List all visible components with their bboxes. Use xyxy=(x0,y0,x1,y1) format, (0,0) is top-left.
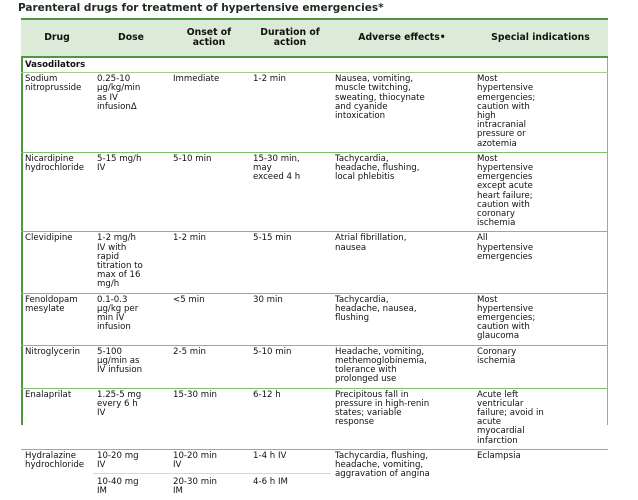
table-row xyxy=(21,152,608,232)
onset-cell: 15-30 min xyxy=(169,388,249,449)
adverse-cell: Atrial fibrillation, nausea xyxy=(331,232,473,293)
header-dose: Dose xyxy=(118,31,144,43)
duration-cell: 30 min xyxy=(249,293,331,345)
drug-cell: Fenoldopam mesylate xyxy=(21,293,93,345)
onset-cell: 10-20 min IV xyxy=(173,450,217,470)
onset-cell: Immediate xyxy=(169,73,249,153)
special-cell: Most hypertensive emergencies; caution with high intracranial pressure or azotemia xyxy=(473,73,608,153)
duration-cell: 1-4 h IV xyxy=(253,450,287,461)
dose-cell: 0.1-0.3 µg/kg per min IV infusion xyxy=(93,293,169,345)
duration-cell: 5-15 min xyxy=(249,232,331,293)
onset-cell: <5 min xyxy=(169,293,249,345)
adverse-cell: Tachycardia, headache, nausea, flushing xyxy=(331,293,473,345)
header-adverse-effects: Adverse effects• xyxy=(358,31,446,43)
table-row xyxy=(21,293,608,345)
drug-cell: Clevidipine xyxy=(21,232,93,293)
table-row xyxy=(21,449,608,473)
dose-cell: 5-15 mg/h IV xyxy=(93,152,169,232)
section-label: Vasodilators xyxy=(21,57,608,73)
header-drug: Drug xyxy=(44,31,70,43)
duration-cell: 6-12 h xyxy=(249,388,331,449)
table-row xyxy=(21,232,608,293)
table-row xyxy=(21,73,608,153)
special-cell: Most hypertensive emergencies; caution with glaucoma xyxy=(473,293,608,345)
header-row xyxy=(21,19,608,57)
onset-cell: 5-10 min xyxy=(169,152,249,232)
special-cell: Coronary ischemia xyxy=(473,345,608,388)
duration-cell: 4-6 h IM xyxy=(249,474,331,500)
adverse-cell: Tachycardia, flushing, headache, vomiting, aggravation of angina xyxy=(335,450,430,480)
drug-cell: Enalaprilat xyxy=(21,388,93,449)
header-special-indications: Special indications xyxy=(491,31,590,43)
dose-cell: 5-100 µg/min as IV infusion xyxy=(93,345,169,388)
special-cell: All hypertensive emergencies xyxy=(473,232,608,293)
duration-cell: 5-10 min xyxy=(249,345,331,388)
special-cell: Eclampsia xyxy=(477,450,521,461)
dose-cell: 10-20 mg IV xyxy=(97,450,139,470)
adverse-cell: Nausea, vomiting, muscle twitching, sweating, thiocynate and cyanide intoxication xyxy=(331,73,473,153)
dose-cell: 10-40 mg IM xyxy=(93,474,169,500)
onset-cell: 20-30 min IM xyxy=(169,474,249,500)
adverse-cell: Tachycardia, headache, flushing, local phlebitis xyxy=(331,152,473,232)
dose-cell: 0.25-10 µg/kg/min as IV infusionΔ xyxy=(93,73,169,153)
table-row xyxy=(21,345,608,388)
table-title: Parenteral drugs for treatment of hypertensive emergencies* xyxy=(18,2,384,14)
duration-cell: 1-2 min xyxy=(249,73,331,153)
dose-cell: 1-2 mg/h IV with rapid titration to max of 16 mg/h xyxy=(93,232,169,293)
drug-table xyxy=(21,18,608,500)
special-cell: Acute left ventricular failure; avoid in acute myocardial infarction xyxy=(473,388,608,449)
drug-cell: Nicardipine hydrochloride xyxy=(21,152,93,232)
special-cell: Most hypertensive emergencies except acute heart failure; caution with coronary ischemia xyxy=(473,152,608,232)
onset-cell: 2-5 min xyxy=(169,345,249,388)
drug-cell: Nitroglycerin xyxy=(21,345,93,388)
table-row xyxy=(21,388,608,449)
duration-cell: 15-30 min, may exceed 4 h xyxy=(249,152,331,232)
adverse-cell: Headache, vomiting, methemoglobinemia, tolerance with prolonged use xyxy=(331,345,473,388)
section-row xyxy=(21,57,608,73)
adverse-cell: Precipitous fall in pressure in high-renin states; variable response xyxy=(331,388,473,449)
onset-cell: 1-2 min xyxy=(169,232,249,293)
header-onset: Onset of action xyxy=(186,26,232,48)
drug-cell: Hydralazine hydrochloride xyxy=(25,450,85,470)
header-duration: Duration of action xyxy=(260,26,320,48)
drug-cell: Sodium nitroprusside xyxy=(21,73,93,153)
dose-cell: 1.25-5 mg every 6 h IV xyxy=(93,388,169,449)
